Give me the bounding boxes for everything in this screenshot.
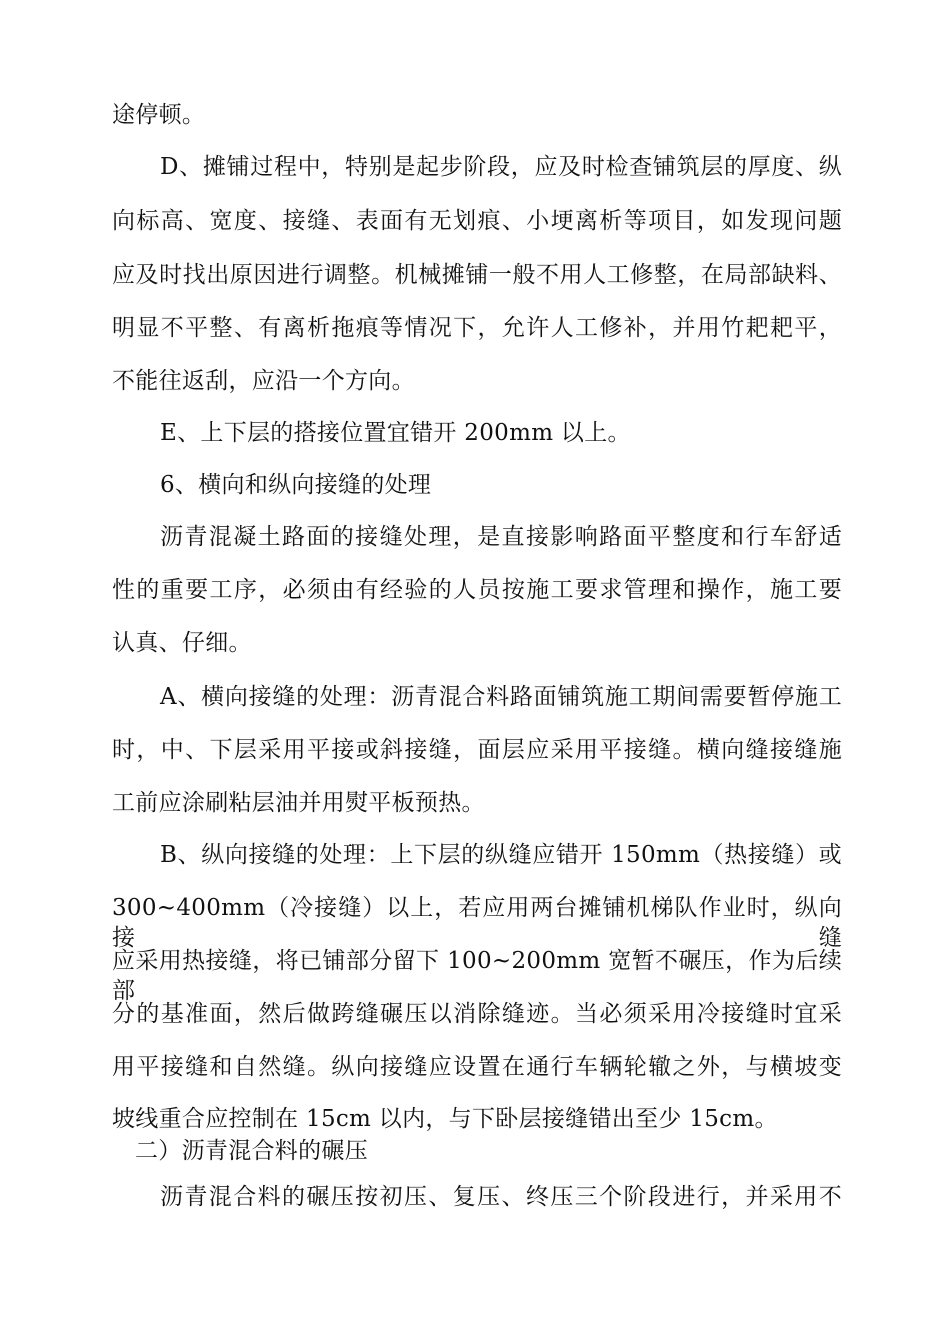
paragraph-a-line-1: A、横向接缝的处理：沥青混合料路面铺筑施工期间需要暂停施工	[160, 684, 842, 710]
paragraph-d-line-3: 应及时找出原因进行调整。机械摊铺一般不用人工修整，在局部缺料、	[112, 262, 842, 288]
paragraph-d-line-5: 不能往返刮，应沿一个方向。	[112, 368, 415, 394]
paragraph-a-line-3: 工前应涂刷粘层油并用熨平板预热。	[112, 790, 485, 816]
paragraph-b-line-3: 应采用热接缝，将已铺部分留下 100~200mm 宽暂不碾压，作为后续部	[112, 948, 842, 1004]
paragraph-b-line-1: B、纵向接缝的处理：上下层的纵缝应错开 150mm（热接缝）或	[160, 842, 842, 868]
paragraph-compaction-line-1: 沥青混合料的碾压按初压、复压、终压三个阶段进行，并采用不	[160, 1184, 842, 1210]
paragraph-b-line-5: 用平接缝和自然缝。纵向接缝应设置在通行车辆轮辙之外，与横坡变	[112, 1054, 842, 1080]
paragraph-b-line-6: 坡线重合应控制在 15cm 以内，与下卧层接缝错出至少 15cm。	[112, 1106, 778, 1132]
paragraph-a-line-2: 时，中、下层采用平接或斜接缝，面层应采用平接缝。横向缝接缝施	[112, 737, 842, 763]
paragraph-d-line-4: 明显不平整、有离析拖痕等情况下，允许人工修补，并用竹耙耙平，	[112, 315, 842, 341]
paragraph-joint-line-2: 性的重要工序，必须由有经验的人员按施工要求管理和操作，施工要	[112, 577, 842, 603]
paragraph-d-line-2: 向标高、宽度、接缝、表面有无划痕、小埂离析等项目，如发现问题	[112, 208, 842, 234]
paragraph-b-line-2: 300~400mm（冷接缝）以上，若应用两台摊铺机梯队作业时，纵向接缝	[112, 895, 842, 951]
paragraph-b-line-4: 分的基准面，然后做跨缝碾压以消除缝迹。当必须采用冷接缝时宜采	[112, 1001, 842, 1027]
paragraph-e: E、上下层的搭接位置宜错开 200mm 以上。	[160, 420, 631, 446]
paragraph-joint-line-1: 沥青混凝土路面的接缝处理，是直接影响路面平整度和行车舒适	[160, 524, 842, 550]
section-heading-2: 二）沥青混合料的碾压	[135, 1138, 368, 1164]
section-heading-6: 6、横向和纵向接缝的处理	[160, 472, 432, 498]
paragraph-d-line-1: D、摊铺过程中，特别是起步阶段，应及时检查铺筑层的厚度、纵	[160, 154, 842, 180]
text-line: 途停顿。	[112, 102, 206, 128]
paragraph-joint-line-3: 认真、仔细。	[112, 630, 252, 656]
